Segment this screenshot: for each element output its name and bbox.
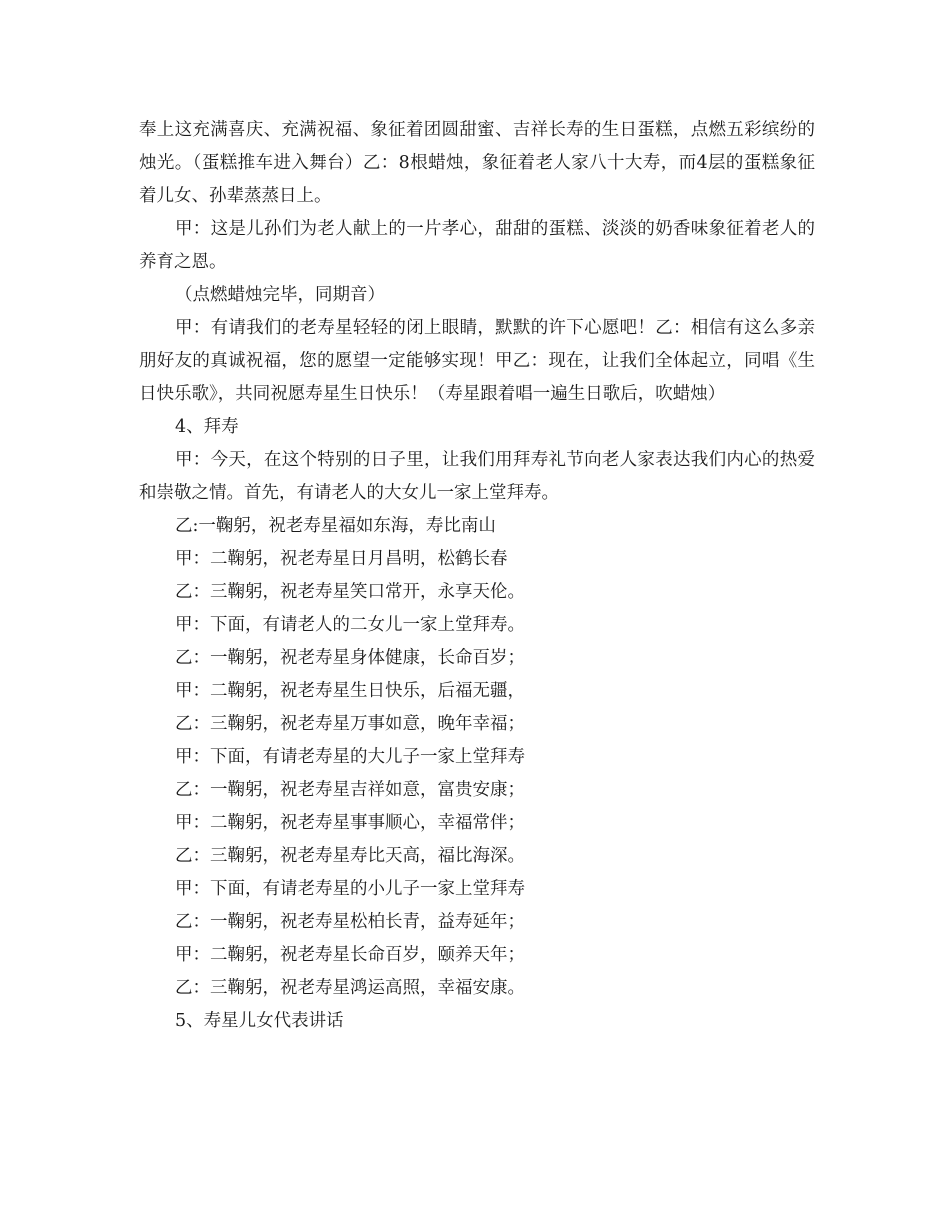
paragraph: 奉上这充满喜庆、充满祝福、象征着团圆甜蜜、吉祥长寿的生日蛋糕，点燃五彩缤纷的烛光。（蛋糕推车进入舞台）乙：8根蜡烛，象征着老人家八十大寿，而4层的蛋糕象征着儿女、孙辈蒸蒸日上。	[139, 120, 815, 206]
dialogue-line: 甲：下面，有请老人的二女儿一家上堂拜寿。	[175, 615, 525, 635]
stage-direction: （点燃蜡烛完毕，同期音）	[175, 285, 385, 305]
dialogue-line: 乙：三鞠躬，祝老寿星寿比天高，福比海深。	[175, 846, 525, 866]
section-heading: 4、拜寿	[175, 417, 239, 437]
dialogue-line: 甲：二鞠躬，祝老寿星长命百岁，颐养天年；	[175, 945, 525, 965]
dialogue-line: 甲：下面，有请老寿星的小儿子一家上堂拜寿	[175, 879, 525, 899]
dialogue-line: 甲：二鞠躬，祝老寿星事事顺心，幸福常伴；	[175, 813, 525, 833]
section-heading: 5、寿星儿女代表讲话	[175, 1011, 344, 1031]
dialogue-line: 乙：一鞠躬，祝老寿星松柏长青，益寿延年；	[175, 912, 525, 932]
dialogue-line: 乙:一鞠躬，祝老寿星福如东海，寿比南山	[175, 516, 496, 536]
paragraph: 甲：这是儿孙们为老人献上的一片孝心，甜甜的蛋糕、淡淡的奶香味象征着老人的养育之恩。	[139, 219, 815, 272]
dialogue-line: 甲：下面，有请老寿星的大儿子一家上堂拜寿	[175, 747, 525, 767]
dialogue-line: 乙：三鞠躬，祝老寿星笑口常开，永享天伦。	[175, 582, 525, 602]
dialogue-line: 乙：一鞠躬，祝老寿星吉祥如意，富贵安康；	[175, 780, 525, 800]
dialogue-line: 乙：一鞠躬，祝老寿星身体健康，长命百岁；	[175, 648, 525, 668]
dialogue-line: 甲：二鞠躬，祝老寿星日月昌明，松鹤长春	[175, 549, 508, 569]
document-body	[139, 114, 815, 1038]
dialogue-line: 乙：三鞠躬，祝老寿星万事如意，晚年幸福；	[175, 714, 525, 734]
paragraph: 甲：今天，在这个特别的日子里，让我们用拜寿礼节向老人家表达我们内心的热爱和崇敬之情。首先，有请老人的大女儿一家上堂拜寿。	[139, 450, 815, 503]
dialogue-line: 甲：二鞠躬，祝老寿星生日快乐，后福无疆，	[175, 681, 525, 701]
paragraph: 甲：有请我们的老寿星轻轻的闭上眼睛，默默的许下心愿吧！乙：相信有这么多亲朋好友的真诚祝福，您的愿望一定能够实现！甲乙：现在，让我们全体起立，同唱《生日快乐歌》，共同祝愿寿星生日快乐！（寿星跟着唱一遍生日歌后，吹蜡烛）	[139, 318, 815, 404]
dialogue-line: 乙：三鞠躬，祝老寿星鸿运高照，幸福安康。	[175, 978, 525, 998]
